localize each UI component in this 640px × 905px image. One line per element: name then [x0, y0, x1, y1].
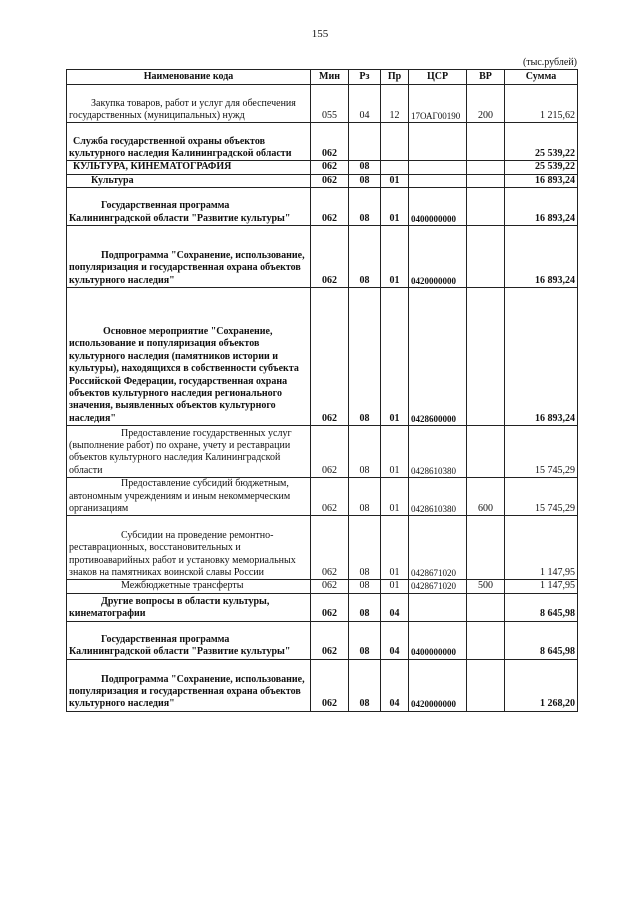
row-vr: 600: [467, 478, 505, 516]
row-vr: 200: [467, 85, 505, 123]
row-min: 062: [311, 288, 349, 426]
row-sum: 16 893,24: [505, 188, 578, 226]
row-rz: 08: [349, 593, 381, 621]
row-min: 062: [311, 516, 349, 580]
row-sum: 16 893,24: [505, 288, 578, 426]
row-name: Предоставление государственных услуг (выполнение работ) по охране, учету и реставрации объектов культурного наследия Калининградской области: [67, 426, 311, 478]
row-name: Субсидии на проведение ремонтно-реставрационных, восстановительных и противоаварийных работ и установку мемориальных знаков на памятниках воинской славы России: [67, 516, 311, 580]
table-row: [67, 516, 578, 580]
row-csr: [409, 161, 467, 174]
header-rz: Рз: [349, 70, 381, 85]
row-csr: 0428671020: [409, 516, 467, 580]
row-pr: 04: [381, 621, 409, 659]
row-vr: [467, 426, 505, 478]
header-vr: ВР: [467, 70, 505, 85]
row-name: Подпрограмма "Сохранение, использование, популяризация и государственная охрана объектов культурного наследия": [67, 659, 311, 711]
row-vr: [467, 188, 505, 226]
row-min: 062: [311, 174, 349, 187]
row-min: 062: [311, 226, 349, 288]
row-rz: 08: [349, 288, 381, 426]
table-row: [67, 426, 578, 478]
row-csr: 0400000000: [409, 188, 467, 226]
row-sum: 8 645,98: [505, 593, 578, 621]
row-pr: 01: [381, 580, 409, 593]
table-row: [67, 161, 578, 174]
row-csr: 0428610380: [409, 426, 467, 478]
header-min: Мин: [311, 70, 349, 85]
row-min: 062: [311, 580, 349, 593]
row-vr: [467, 161, 505, 174]
row-name: Закупка товаров, работ и услуг для обеспечения государственных (муниципальных) нужд: [67, 85, 311, 123]
table-row: [67, 188, 578, 226]
table-row: [67, 621, 578, 659]
row-rz: 08: [349, 161, 381, 174]
row-sum: 1 147,95: [505, 580, 578, 593]
row-csr: 0400000000: [409, 621, 467, 659]
row-pr: 01: [381, 516, 409, 580]
row-min: 062: [311, 659, 349, 711]
row-csr: [409, 123, 467, 161]
row-vr: [467, 593, 505, 621]
table-row: [67, 593, 578, 621]
row-sum: 15 745,29: [505, 478, 578, 516]
row-pr: 01: [381, 174, 409, 187]
row-min: 062: [311, 188, 349, 226]
row-min: 062: [311, 593, 349, 621]
row-vr: [467, 659, 505, 711]
row-csr: 0428600000: [409, 288, 467, 426]
row-csr: 0420000000: [409, 226, 467, 288]
row-vr: [467, 621, 505, 659]
row-pr: [381, 123, 409, 161]
row-name: Государственная программа Калининградской области "Развитие культуры": [67, 188, 311, 226]
row-min: 062: [311, 161, 349, 174]
row-sum: 1 215,62: [505, 85, 578, 123]
header-name: Наименование кода: [67, 70, 311, 85]
row-sum: 15 745,29: [505, 426, 578, 478]
row-vr: [467, 226, 505, 288]
row-sum: 8 645,98: [505, 621, 578, 659]
row-csr: 0428610380: [409, 478, 467, 516]
row-name: Предоставление субсидий бюджетным, автономным учреждениям и иным некоммерческим организациям: [67, 478, 311, 516]
row-vr: [467, 174, 505, 187]
header-sum: Сумма: [505, 70, 578, 85]
row-min: 055: [311, 85, 349, 123]
row-name: КУЛЬТУРА, КИНЕМАТОГРАФИЯ: [67, 161, 311, 174]
row-pr: 01: [381, 188, 409, 226]
row-name: Служба государственной охраны объектов культурного наследия Калининградской области: [67, 123, 311, 161]
row-pr: [381, 161, 409, 174]
table-row: [67, 288, 578, 426]
table-row: [67, 226, 578, 288]
row-csr: 17ОАГ00190: [409, 85, 467, 123]
table-row: [67, 580, 578, 593]
row-name: Другие вопросы в области культуры, кинематографии: [67, 593, 311, 621]
table-row: [67, 478, 578, 516]
row-sum: 1 268,20: [505, 659, 578, 711]
row-csr: 0420000000: [409, 659, 467, 711]
row-sum: 1 147,95: [505, 516, 578, 580]
row-name: Подпрограмма "Сохранение, использование, популяризация и государственная охрана объектов культурного наследия": [67, 226, 311, 288]
row-min: 062: [311, 478, 349, 516]
row-sum: 25 539,22: [505, 123, 578, 161]
header-pr: Пр: [381, 70, 409, 85]
row-vr: [467, 516, 505, 580]
row-pr: 12: [381, 85, 409, 123]
table-row: [67, 659, 578, 711]
units-label: (тыс.рублей): [522, 57, 577, 68]
table-row: [67, 174, 578, 187]
row-rz: [349, 123, 381, 161]
row-rz: 08: [349, 426, 381, 478]
row-rz: 08: [349, 188, 381, 226]
row-vr: [467, 288, 505, 426]
row-rz: 08: [349, 516, 381, 580]
row-pr: 01: [381, 288, 409, 426]
row-pr: 01: [381, 426, 409, 478]
row-csr: [409, 593, 467, 621]
row-rz: 08: [349, 226, 381, 288]
row-name: Основное мероприятие "Сохранение, использование и популяризация объектов культурного наследия (памятников истории и культуры), находящихся в собственности субъекта Российской Федерации, государственная охрана объектов культурного наследия регионального значения, выявленных объектов культурного наследия": [67, 288, 311, 426]
row-min: 062: [311, 621, 349, 659]
row-rz: 08: [349, 621, 381, 659]
row-pr: 04: [381, 593, 409, 621]
row-vr: 500: [467, 580, 505, 593]
row-sum: 16 893,24: [505, 226, 578, 288]
row-rz: 04: [349, 85, 381, 123]
table-row: [67, 85, 578, 123]
row-sum: 25 539,22: [505, 161, 578, 174]
row-rz: 08: [349, 659, 381, 711]
row-rz: 08: [349, 580, 381, 593]
table-row: [67, 123, 578, 161]
header-csr: ЦСР: [409, 70, 467, 85]
row-pr: 01: [381, 226, 409, 288]
row-vr: [467, 123, 505, 161]
row-csr: [409, 174, 467, 187]
row-name: Государственная программа Калининградской области "Развитие культуры": [67, 621, 311, 659]
row-sum: 16 893,24: [505, 174, 578, 187]
table-header-row: [67, 70, 578, 85]
row-name: Межбюджетные трансферты: [67, 580, 311, 593]
row-rz: 08: [349, 478, 381, 516]
page-number: 155: [311, 28, 329, 40]
row-csr: 0428671020: [409, 580, 467, 593]
row-min: 062: [311, 426, 349, 478]
row-min: 062: [311, 123, 349, 161]
row-rz: 08: [349, 174, 381, 187]
row-pr: 01: [381, 478, 409, 516]
row-pr: 04: [381, 659, 409, 711]
row-name: Культура: [67, 174, 311, 187]
budget-table: [66, 69, 578, 712]
